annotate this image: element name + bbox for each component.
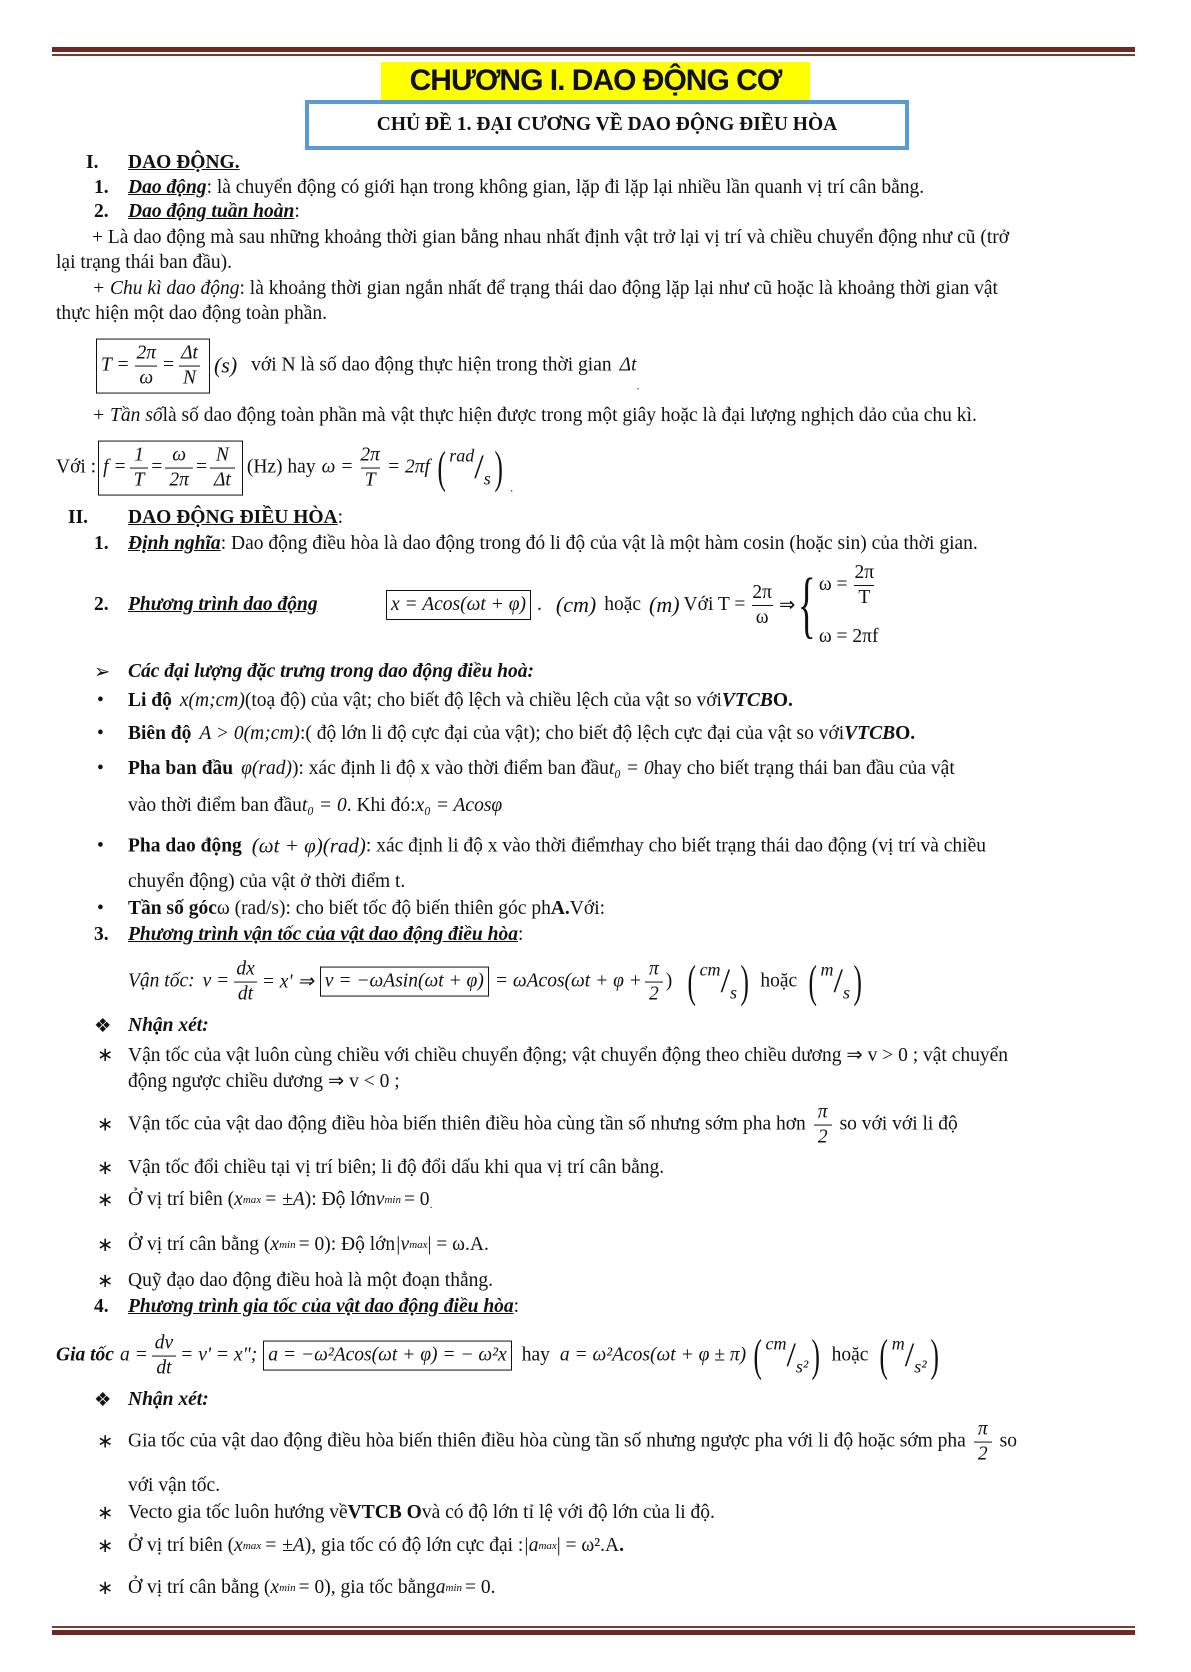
diamond-bullet-icon: ❖ [94,1390,112,1411]
item-num: 1. [94,177,109,198]
numerator: Δt [181,342,198,364]
unit-num: cm [765,1334,787,1354]
top-rule-thin [52,54,1135,56]
equation-system [819,562,881,648]
math: |a [523,1535,539,1556]
subscript: max [538,1540,557,1552]
item-term: Định nghĩa [128,533,221,554]
unit: (cm) [555,592,597,617]
velocity-equation-box: v = −ωAsin(ωt + φ) [320,967,489,997]
text: : là khoảng thời gian ngắn nhất để trạng thái dao động lặp lại như cũ hoặc là khoảng thời gian vật [239,278,998,299]
text: hoặc [831,1345,869,1366]
item-1 [94,177,924,199]
text: VTCB [844,723,896,744]
frequency-formula-box [98,441,243,496]
text: ): Độ lớn [324,1234,396,1255]
math: f = [103,457,127,478]
star-bullet-icon: ∗ [97,1158,114,1179]
para-line: thực hiện một dao động toàn phần. [56,303,328,324]
bullet-continuation [128,795,502,817]
para-line [92,278,998,300]
term: + Tần số [92,405,163,426]
remark [97,1102,958,1149]
item-2 [94,201,300,223]
para-line: + Là dao động mà sau những khoảng thời gian bằng nhau nhất định vật trở lại vị trí và chiều chuyển động như cũ (trở [92,227,1010,248]
math: x [270,1234,280,1255]
denominator: Δt [210,468,235,491]
math: Δt [619,355,637,376]
remark [97,1419,1017,1466]
text: Ở vị trí cân bằng ( [128,1234,271,1255]
math: t₀ = 0 [301,795,347,816]
remark [97,1043,1008,1067]
item-ii-3 [94,924,523,946]
math: = ±A [264,1189,305,1210]
denominator: ω [135,366,157,389]
fraction [974,1419,992,1466]
fraction [748,582,776,629]
item-num: 1. [94,533,109,554]
bullet-icon: • [97,723,104,744]
frequency-formula-line [56,441,513,496]
unit-den: s [730,983,738,1003]
unit-num: m [820,960,834,980]
bullet-bien-do [97,723,915,745]
subscript: min [279,1239,296,1251]
bullet-tan-so-goc [97,898,605,920]
subscript: min [384,1194,401,1206]
item-num: 3. [94,924,109,945]
denominator: 2π [165,468,193,491]
text: ): Độ lớn [304,1189,376,1210]
item-text: : là chuyển động có giới hạn trong không gian, lặp đi lặp lại nhiều lần quanh vị trí cân bằng. [206,177,925,198]
text: Vận tốc đổi chiều tại vị trí biên; li độ đổi dấu khi qua vị trí cân bằng. [128,1157,665,1178]
dot: . [537,594,542,615]
unit-m-per-s2: ( m / s² ) [879,1330,939,1381]
item-ii-1 [94,533,978,555]
fraction [814,1102,832,1149]
arrow-bullet-icon: ➢ [94,662,111,683]
item-term: Phương trình dao động [128,594,318,615]
text: là số dao động toàn phần mà vật thực hiện được trong một giây hoặc là đại lượng nghịch dảo của chu kì. [162,405,977,426]
fraction [210,445,235,492]
star-bullet-icon: ∗ [97,1190,114,1211]
item-text: : Dao động điều hòa là dao động trong đó li độ của vật là một hàm cosin (hoặc sin) của thời gian. [220,533,978,554]
text: :( độ lớn li độ cực đại của vật); cho biết độ lệch cực đại của vật so với [299,723,845,744]
star-bullet-icon: ∗ [97,1432,114,1453]
brace: { [798,564,816,646]
math: ) [665,971,673,992]
text: O. [772,690,793,711]
velocity-formula-line [128,956,869,1007]
remark [97,1156,664,1180]
denominator: T [130,468,149,491]
math: x [270,1577,280,1598]
text: hay cho biết trạng thái ban đầu của vật [653,758,955,779]
label: Biên độ [128,723,192,744]
unit-cm-per-s2: ( cm / s² ) [753,1330,821,1381]
text: Với: [569,898,606,919]
numerator: 2π [360,444,380,466]
heading-text: Nhận xét: [128,1015,209,1036]
numerator: 2π [854,562,875,583]
star-bullet-icon: ∗ [97,1536,114,1557]
math: = [195,457,207,478]
math: = [151,457,163,478]
numerator: dx [236,958,255,980]
chapter-title: CHƯƠNG I. DAO ĐỘNG CƠ [381,62,810,100]
text: hay [521,1345,550,1366]
numerator: π [977,1418,988,1440]
text: Vecto gia tốc luôn hướng về [128,1502,348,1523]
denominator: 2 [814,1125,832,1148]
subscript: max [242,1540,262,1552]
math: | = ω.A [427,1234,484,1255]
period-formula-line [96,339,640,394]
bullet-pha-dao-dong [97,834,986,859]
text: . [483,1234,489,1255]
item-ii-2 [94,562,881,648]
numerator: dv [154,1332,174,1354]
para-line: lại trạng thái ban đầu). [56,252,232,273]
dot: . [510,480,514,495]
text: A. [550,898,570,919]
math: T = [101,355,130,376]
numerator: N [215,444,229,466]
remark [97,1269,493,1293]
colon: : [513,1296,520,1317]
text: VTCB O [347,1502,422,1523]
fraction [133,343,161,390]
unit-num: cm [699,960,721,980]
text: Ở vị trí cân bằng ( [128,1577,271,1598]
item-term: Dao động [128,177,207,198]
diamond-bullet-icon: ❖ [94,1016,112,1037]
item-num: 2. [94,201,109,222]
item-text: : [294,201,300,222]
text: so với với li độ [839,1114,958,1135]
numerator: 2π [752,581,772,603]
arrow: ⇒ [778,595,796,616]
math: = [163,355,175,376]
math: φ(rad) [241,758,293,779]
math: t₀ = 0 [608,758,654,779]
label: Pha ban đầu [128,758,234,779]
math: = 0 [403,1189,430,1210]
item-num: 4. [94,1296,109,1317]
subscript: max [242,1194,262,1206]
remark [97,1501,715,1525]
label: Vận tốc: [128,971,195,992]
topic-title: CHỦ ĐỀ 1. ĐẠI CƯƠNG VỀ DAO ĐỘNG ĐIỀU HÒA [305,100,909,150]
unit-cm-per-s: ( cm / s ) [687,956,749,1007]
unit-den: s² [914,1357,927,1377]
text: hay cho biết trạng thái dao động (vị trí và chiều [615,835,986,856]
text: và có độ lớn tỉ lệ với độ lớn của li độ. [421,1502,715,1523]
math: a [435,1577,446,1598]
text: ), gia tốc bằng [324,1577,436,1598]
bullet-continuation: chuyển động) của vật ở thời điểm t. [128,871,406,892]
math: = 0 [298,1577,325,1598]
fraction [232,959,258,1006]
denominator: 2 [645,982,663,1005]
label: Gia tốc [56,1345,114,1366]
star-bullet-icon: ∗ [97,1115,114,1136]
fraction [151,1333,177,1380]
numerator: ω [172,444,187,466]
item-term: Dao động tuần hoàn [128,201,295,222]
text: Quỹ đạo dao động điều hoà là một đoạn thẳng. [128,1270,494,1291]
remark [97,1188,433,1212]
section-num: II. [68,507,89,528]
equation-box: x = Acos(ωt + φ) [386,590,531,620]
colon: : [337,507,344,528]
math: a = [119,1345,148,1366]
math: v = [202,971,230,992]
fraction [165,445,193,492]
math: ω = [321,457,354,478]
math: ω = [818,574,848,596]
math: (ωt + φ)(rad) [251,833,366,858]
item-ii-4 [94,1296,519,1318]
numerator: π [817,1101,828,1123]
math: = ωAcos(ωt + φ + [494,971,642,992]
top-rule [52,47,1135,52]
numerator: 2π [136,342,157,364]
item-term: Phương trình gia tốc của vật dao động điều hòa [128,1296,514,1317]
label: Tần số góc [128,898,217,919]
text: ω (rad/s): cho biết tốc độ biến thiên góc ph [216,898,551,919]
remark-continuation: với vận tốc. [128,1475,221,1496]
text: vào thời điểm ban đầu [128,795,302,816]
text: VTCB [721,690,773,711]
bottom-rule-thin [52,1626,1135,1628]
text: Ở vị trí biên ( [128,1535,235,1556]
text: : xác định li độ x vào thời điểm [365,835,611,856]
math: = v' = x"; [180,1345,258,1366]
text: ), gia tốc có độ lớn cực đại : [304,1535,524,1556]
remarks-heading [94,1388,209,1412]
bullet-icon: • [97,690,104,711]
bullet-icon: • [97,898,104,919]
math: x(m;cm) [179,690,245,711]
math: = 2πf [386,457,430,478]
remark-continuation: động ngược chiều dương ⇒ v < 0 ; [128,1071,400,1092]
text: hoặc [604,594,641,615]
math: a = ω²Acos(ωt + φ ± π) [559,1345,747,1366]
unit: (m) [649,592,680,617]
text: hoặc [760,971,798,992]
text: ): xác định li độ x vào thời điểm ban đầu [292,758,609,779]
fraction [130,445,149,492]
text: . [619,1535,624,1556]
math: |v [395,1234,410,1255]
bullet-pha-ban-dau [97,758,955,780]
numerator: π [648,958,659,980]
text: . [429,1197,433,1211]
denominator: T [854,585,874,608]
section-num: I. [86,152,99,173]
denominator: dt [152,1356,175,1379]
fraction [177,343,202,390]
text: (Hz) hay [246,457,316,478]
acceleration-formula-line [56,1330,946,1381]
fraction [851,562,879,609]
bullet-icon: • [97,758,104,779]
unit-m-per-s: ( m / s ) [808,956,862,1007]
math: = 0 [298,1234,325,1255]
section-title: DAO ĐỘNG. [128,152,240,173]
denominator: N [179,366,200,389]
unit-den: s² [795,1357,809,1377]
star-bullet-icon: ∗ [97,1235,114,1256]
text: so [999,1431,1017,1452]
subscript: max [409,1239,428,1251]
math: t [610,835,616,856]
text: Vận tốc của vật luôn cùng chiều với chiều chuyển động; vật chuyển động theo chiều dương ⇒ v > 0 ; vật chuyển [128,1045,1009,1066]
fraction [356,445,384,492]
heading-text: Các đại lượng đặc trưng trong dao động điều hoà: [128,661,535,682]
subscript: min [279,1582,296,1594]
subscript: min [445,1582,462,1594]
bottom-rule [52,1630,1135,1635]
term: + Chu kì dao động [92,278,240,299]
unit-den: s [842,983,850,1003]
bullet-icon: • [97,835,104,856]
star-bullet-icon: ∗ [97,1503,114,1524]
remark [97,1233,489,1257]
bullet-li-do [97,690,793,712]
star-bullet-icon: ∗ [97,1045,114,1066]
math: | = ω².A [556,1535,620,1556]
acceleration-equation-box: a = −ω²Acos(ωt + φ) = − ω²x [263,1341,511,1371]
text: (toạ độ) của vật; cho biết độ lệch và chiều lệch của vật so với [244,690,722,711]
heading-text: Nhận xét: [128,1389,209,1410]
text: . [490,1577,496,1598]
section-1-heading [86,152,240,174]
label: Với : [56,457,97,478]
denominator: T [361,468,380,491]
unit-num: m [891,1334,905,1354]
fraction [645,959,663,1006]
math: x₀ = Acosφ [415,795,503,816]
features-heading [94,660,534,684]
section-2-heading [68,507,343,529]
text: Với T = [683,594,746,615]
math: ω = 2πf [818,626,879,647]
dot: . [636,378,640,393]
unit-rad-per-s: ( rad / s ) [437,442,503,493]
unit-num: rad [449,446,475,466]
star-bullet-icon: ∗ [97,1578,114,1599]
item-term: Phương trình vận tốc của vật dao động điều hòa [128,924,518,945]
label: Pha dao động [128,835,242,856]
text: . Khi đó: [346,795,416,816]
text: với N là số dao động thực hiện trong thời gian [251,355,612,376]
math: x [234,1535,243,1556]
text: Vận tốc của vật dao động điều hòa biến thiên điều hòa cùng tần số nhưng sớm pha hơn [128,1114,806,1135]
math: A > 0(m;cm) [199,723,300,744]
math: x [234,1189,243,1210]
remarks-heading [94,1014,209,1038]
denominator: dt [234,982,257,1005]
math: = ±A [264,1535,305,1556]
denominator: 2 [974,1442,992,1465]
section-title: DAO ĐỘNG ĐIỀU HÒA [128,507,338,528]
numerator: 1 [134,444,144,466]
math: = 0 [465,1577,491,1598]
math: v [375,1189,385,1210]
colon: : [518,924,524,945]
text: Gia tốc của vật dao động điều hòa biến thiên điều hòa cùng tần số nhưng ngược pha với li độ hoặc sớm pha [128,1431,966,1452]
unit-den: s [483,469,491,489]
star-bullet-icon: ∗ [97,1271,114,1292]
item-num: 2. [94,594,109,615]
text: O. [895,723,916,744]
label: Li độ [128,690,172,711]
denominator: ω [752,605,773,628]
remark [97,1534,624,1558]
period-formula-box [96,339,210,394]
unit: (s) [213,353,238,378]
para-line [92,405,977,427]
math: = x' ⇒ [261,972,314,993]
text: Ở vị trí biên ( [128,1189,235,1210]
remark [97,1576,496,1600]
